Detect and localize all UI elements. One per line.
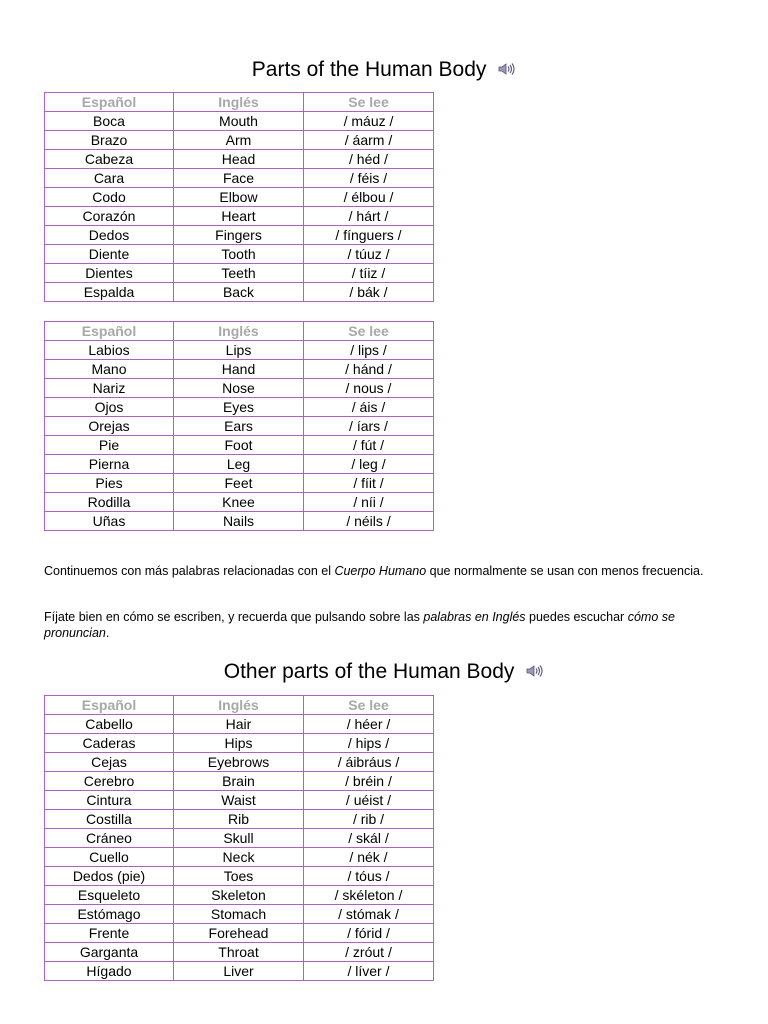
cell-se-lee: / héer /: [304, 715, 434, 734]
table-row: [45, 791, 434, 810]
header-se-lee: Se lee: [304, 322, 434, 341]
cell-ingles[interactable]: Nails: [174, 512, 304, 531]
cell-ingles[interactable]: Ears: [174, 417, 304, 436]
cell-espanol: Pie: [45, 436, 174, 455]
speaker-icon[interactable]: [498, 57, 516, 83]
cell-espanol: Cejas: [45, 753, 174, 772]
paragraph-emphasis: cómo se pronuncian: [44, 610, 675, 640]
cell-espanol: Espalda: [45, 283, 174, 302]
cell-se-lee: / áibráus /: [304, 753, 434, 772]
cell-se-lee: / nék /: [304, 848, 434, 867]
table-row: [45, 226, 434, 245]
vocab-table-1: [44, 92, 434, 302]
cell-se-lee: / hárt /: [304, 207, 434, 226]
cell-espanol: Codo: [45, 188, 174, 207]
cell-ingles[interactable]: Throat: [174, 943, 304, 962]
cell-se-lee: / nous /: [304, 379, 434, 398]
cell-se-lee: / níi /: [304, 493, 434, 512]
table-row: [45, 810, 434, 829]
header-espanol: Español: [45, 322, 174, 341]
paragraph-instructions: [44, 609, 724, 641]
cell-ingles[interactable]: Elbow: [174, 188, 304, 207]
table-row: [45, 283, 434, 302]
cell-ingles[interactable]: Back: [174, 283, 304, 302]
cell-se-lee: / tóus /: [304, 867, 434, 886]
cell-se-lee: / fórid /: [304, 924, 434, 943]
cell-espanol: Cerebro: [45, 772, 174, 791]
cell-ingles[interactable]: Skeleton: [174, 886, 304, 905]
cell-se-lee: / tíiz /: [304, 264, 434, 283]
cell-se-lee: / rib /: [304, 810, 434, 829]
table-row: [45, 474, 434, 493]
table-row: [45, 734, 434, 753]
cell-ingles[interactable]: Liver: [174, 962, 304, 981]
vocab-table-2: [44, 321, 434, 531]
table-row: [45, 436, 434, 455]
header-se-lee: Se lee: [304, 696, 434, 715]
table-row: [45, 379, 434, 398]
cell-ingles[interactable]: Skull: [174, 829, 304, 848]
paragraph-text: .: [105, 626, 110, 640]
table-row: [45, 924, 434, 943]
table-row: [45, 417, 434, 436]
cell-espanol: Boca: [45, 112, 174, 131]
table-row: [45, 772, 434, 791]
cell-se-lee: / héd /: [304, 150, 434, 169]
table-row: [45, 512, 434, 531]
cell-se-lee: / líver /: [304, 962, 434, 981]
cell-ingles[interactable]: Hand: [174, 360, 304, 379]
cell-espanol: Cuello: [45, 848, 174, 867]
cell-se-lee: / túuz /: [304, 245, 434, 264]
table-row: [45, 829, 434, 848]
cell-ingles[interactable]: Feet: [174, 474, 304, 493]
cell-se-lee: / áarm /: [304, 131, 434, 150]
table-row: [45, 207, 434, 226]
table-header-row: [45, 93, 434, 112]
cell-se-lee: / fút /: [304, 436, 434, 455]
cell-espanol: Garganta: [45, 943, 174, 962]
cell-espanol: Labios: [45, 341, 174, 360]
table-row: [45, 188, 434, 207]
table-row: [45, 245, 434, 264]
section-title-other-parts: [0, 659, 768, 685]
cell-ingles[interactable]: Tooth: [174, 245, 304, 264]
cell-ingles[interactable]: Teeth: [174, 264, 304, 283]
table-row: [45, 455, 434, 474]
table-row: [45, 264, 434, 283]
table-row: [45, 150, 434, 169]
cell-ingles[interactable]: Toes: [174, 867, 304, 886]
cell-espanol: Frente: [45, 924, 174, 943]
cell-espanol: Diente: [45, 245, 174, 264]
cell-se-lee: / fínguers /: [304, 226, 434, 245]
cell-se-lee: / skéleton /: [304, 886, 434, 905]
cell-espanol: Cara: [45, 169, 174, 188]
header-ingles: Inglés: [174, 93, 304, 112]
cell-espanol: Mano: [45, 360, 174, 379]
cell-se-lee: / máuz /: [304, 112, 434, 131]
cell-ingles[interactable]: Knee: [174, 493, 304, 512]
cell-se-lee: / hips /: [304, 734, 434, 753]
table-row: [45, 169, 434, 188]
cell-se-lee: / bák /: [304, 283, 434, 302]
cell-espanol: Orejas: [45, 417, 174, 436]
cell-espanol: Corazón: [45, 207, 174, 226]
table-row: [45, 905, 434, 924]
cell-ingles[interactable]: Forehead: [174, 924, 304, 943]
header-espanol: Español: [45, 93, 174, 112]
cell-ingles[interactable]: Face: [174, 169, 304, 188]
cell-ingles[interactable]: Brain: [174, 772, 304, 791]
table-row: [45, 943, 434, 962]
cell-ingles[interactable]: Foot: [174, 436, 304, 455]
cell-espanol: Caderas: [45, 734, 174, 753]
cell-se-lee: / néils /: [304, 512, 434, 531]
header-ingles: Inglés: [174, 322, 304, 341]
cell-se-lee: / fíit /: [304, 474, 434, 493]
header-ingles: Inglés: [174, 696, 304, 715]
cell-ingles[interactable]: Arm: [174, 131, 304, 150]
cell-se-lee: / lips /: [304, 341, 434, 360]
paragraph-text: puedes escuchar: [525, 610, 628, 624]
cell-ingles[interactable]: Nose: [174, 379, 304, 398]
cell-espanol: Cráneo: [45, 829, 174, 848]
table-row: [45, 341, 434, 360]
cell-ingles[interactable]: Eyes: [174, 398, 304, 417]
table-row: [45, 360, 434, 379]
cell-ingles[interactable]: Mouth: [174, 112, 304, 131]
cell-espanol: Rodilla: [45, 493, 174, 512]
table-row: [45, 131, 434, 150]
cell-se-lee: / bréin /: [304, 772, 434, 791]
paragraph-intro: [44, 563, 724, 579]
cell-ingles[interactable]: Stomach: [174, 905, 304, 924]
cell-se-lee: / féis /: [304, 169, 434, 188]
cell-espanol: Brazo: [45, 131, 174, 150]
section-title-text: Parts of the Human Body: [251, 58, 487, 81]
cell-espanol: Cabello: [45, 715, 174, 734]
table-row: [45, 867, 434, 886]
table-row: [45, 493, 434, 512]
cell-ingles[interactable]: Hair: [174, 715, 304, 734]
header-se-lee: Se lee: [304, 93, 434, 112]
table-row: [45, 848, 434, 867]
cell-se-lee: / zróut /: [304, 943, 434, 962]
cell-ingles[interactable]: Waist: [174, 791, 304, 810]
cell-se-lee: / skál /: [304, 829, 434, 848]
paragraph-text: Fíjate bien en cómo se escriben, y recuerda que pulsando sobre las: [44, 610, 424, 624]
cell-ingles[interactable]: Heart: [174, 207, 304, 226]
cell-espanol: Nariz: [45, 379, 174, 398]
cell-espanol: Ojos: [45, 398, 174, 417]
cell-espanol: Dientes: [45, 264, 174, 283]
cell-espanol: Dedos: [45, 226, 174, 245]
cell-ingles[interactable]: Hips: [174, 734, 304, 753]
cell-espanol: Hígado: [45, 962, 174, 981]
cell-se-lee: / uéist /: [304, 791, 434, 810]
cell-ingles[interactable]: Fingers: [174, 226, 304, 245]
cell-espanol: Pierna: [45, 455, 174, 474]
paragraph-text: Continuemos con más palabras relacionadas con el: [44, 564, 335, 578]
table-row: [45, 753, 434, 772]
vocab-table-3: [44, 695, 434, 981]
cell-espanol: Cintura: [45, 791, 174, 810]
cell-ingles[interactable]: Leg: [174, 455, 304, 474]
table-header-row: [45, 696, 434, 715]
section-title-parts: [0, 57, 768, 83]
paragraph-emphasis: Cuerpo Humano: [334, 564, 427, 578]
cell-se-lee: / stómak /: [304, 905, 434, 924]
cell-espanol: Esqueleto: [45, 886, 174, 905]
table-row: [45, 398, 434, 417]
table-row: [45, 962, 434, 981]
cell-espanol: Pies: [45, 474, 174, 493]
cell-espanol: Costilla: [45, 810, 174, 829]
section-title-text: Other parts of the Human Body: [223, 660, 515, 683]
cell-se-lee: / íars /: [304, 417, 434, 436]
cell-se-lee: / leg /: [304, 455, 434, 474]
cell-ingles[interactable]: Eyebrows: [174, 753, 304, 772]
cell-ingles[interactable]: Neck: [174, 848, 304, 867]
cell-ingles[interactable]: Head: [174, 150, 304, 169]
cell-espanol: Uñas: [45, 512, 174, 531]
table-row: [45, 715, 434, 734]
table-header-row: [45, 322, 434, 341]
cell-espanol: Dedos (pie): [45, 867, 174, 886]
table-row: [45, 112, 434, 131]
cell-ingles[interactable]: Rib: [174, 810, 304, 829]
cell-se-lee: / élbou /: [304, 188, 434, 207]
paragraph-text: que normalmente se usan con menos frecuencia.: [426, 564, 704, 578]
speaker-icon[interactable]: [526, 659, 544, 685]
header-espanol: Español: [45, 696, 174, 715]
cell-se-lee: / hánd /: [304, 360, 434, 379]
cell-espanol: Cabeza: [45, 150, 174, 169]
paragraph-emphasis: palabras en Inglés: [423, 610, 526, 624]
cell-espanol: Estómago: [45, 905, 174, 924]
cell-se-lee: / áis /: [304, 398, 434, 417]
table-row: [45, 886, 434, 905]
cell-ingles[interactable]: Lips: [174, 341, 304, 360]
